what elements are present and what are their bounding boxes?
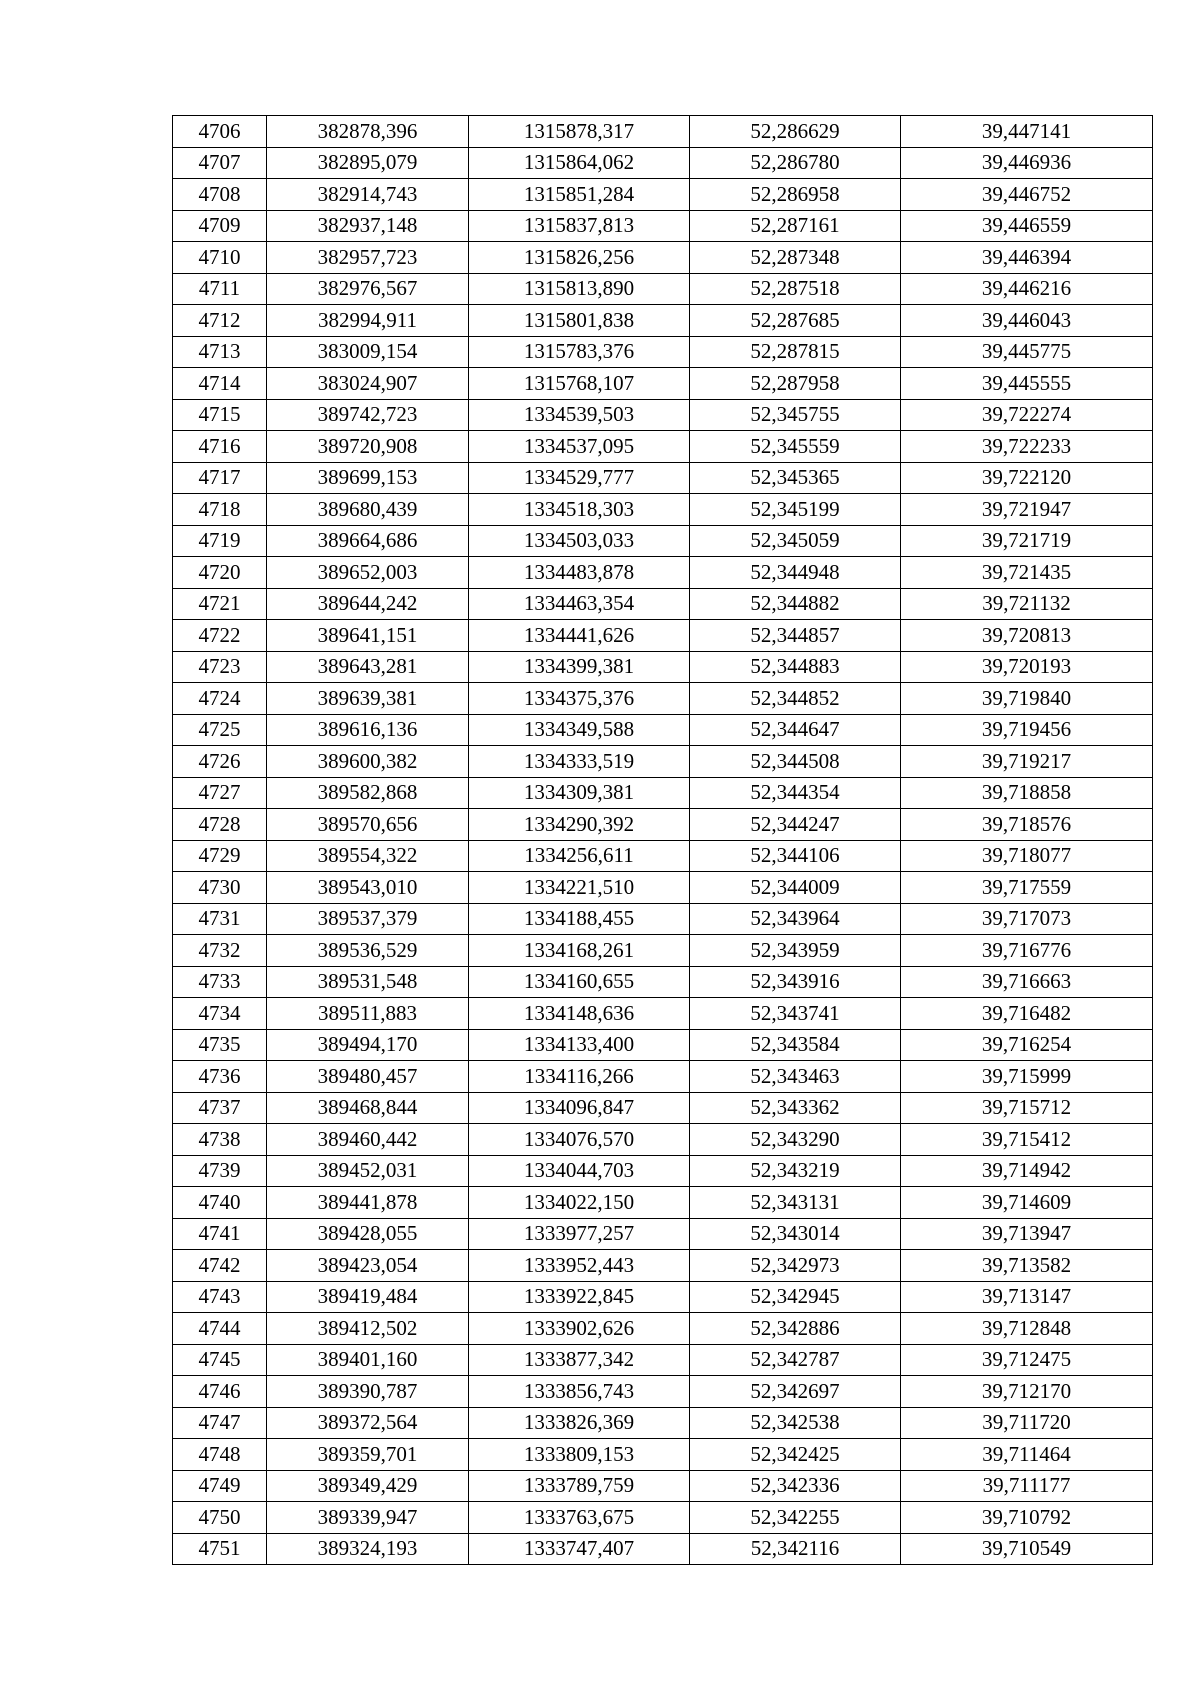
longitude-cell: 39,711720 bbox=[901, 1407, 1153, 1439]
longitude-cell: 39,716663 bbox=[901, 966, 1153, 998]
longitude-cell: 39,721132 bbox=[901, 588, 1153, 620]
longitude-cell: 39,714942 bbox=[901, 1155, 1153, 1187]
x-coordinate-cell: 389554,322 bbox=[267, 840, 469, 872]
y-coordinate-cell: 1315783,376 bbox=[469, 336, 690, 368]
table-row bbox=[173, 1470, 1153, 1502]
point-number-cell: 4726 bbox=[173, 746, 267, 778]
longitude-cell: 39,718858 bbox=[901, 777, 1153, 809]
point-number-cell: 4722 bbox=[173, 620, 267, 652]
table-row bbox=[173, 1250, 1153, 1282]
point-number-cell: 4750 bbox=[173, 1502, 267, 1534]
latitude-cell: 52,344247 bbox=[690, 809, 901, 841]
latitude-cell: 52,286780 bbox=[690, 147, 901, 179]
x-coordinate-cell: 389600,382 bbox=[267, 746, 469, 778]
x-coordinate-cell: 389452,031 bbox=[267, 1155, 469, 1187]
table-row bbox=[173, 525, 1153, 557]
y-coordinate-cell: 1315851,284 bbox=[469, 179, 690, 211]
longitude-cell: 39,447141 bbox=[901, 116, 1153, 148]
y-coordinate-cell: 1315813,890 bbox=[469, 273, 690, 305]
y-coordinate-cell: 1315864,062 bbox=[469, 147, 690, 179]
longitude-cell: 39,720193 bbox=[901, 651, 1153, 683]
table-row bbox=[173, 116, 1153, 148]
longitude-cell: 39,713947 bbox=[901, 1218, 1153, 1250]
table-row bbox=[173, 1155, 1153, 1187]
latitude-cell: 52,345059 bbox=[690, 525, 901, 557]
point-number-cell: 4749 bbox=[173, 1470, 267, 1502]
point-number-cell: 4729 bbox=[173, 840, 267, 872]
y-coordinate-cell: 1334160,655 bbox=[469, 966, 690, 998]
table-row bbox=[173, 840, 1153, 872]
table-row bbox=[173, 557, 1153, 589]
table-row bbox=[173, 1092, 1153, 1124]
point-number-cell: 4738 bbox=[173, 1124, 267, 1156]
table-row bbox=[173, 1124, 1153, 1156]
table-row bbox=[173, 1218, 1153, 1250]
point-number-cell: 4735 bbox=[173, 1029, 267, 1061]
table-row bbox=[173, 1187, 1153, 1219]
latitude-cell: 52,342116 bbox=[690, 1533, 901, 1565]
latitude-cell: 52,343219 bbox=[690, 1155, 901, 1187]
y-coordinate-cell: 1315801,838 bbox=[469, 305, 690, 337]
latitude-cell: 52,344508 bbox=[690, 746, 901, 778]
table-row bbox=[173, 935, 1153, 967]
x-coordinate-cell: 389372,564 bbox=[267, 1407, 469, 1439]
x-coordinate-cell: 383024,907 bbox=[267, 368, 469, 400]
longitude-cell: 39,446043 bbox=[901, 305, 1153, 337]
latitude-cell: 52,287161 bbox=[690, 210, 901, 242]
x-coordinate-cell: 382937,148 bbox=[267, 210, 469, 242]
x-coordinate-cell: 389359,701 bbox=[267, 1439, 469, 1471]
longitude-cell: 39,446936 bbox=[901, 147, 1153, 179]
table-row bbox=[173, 1407, 1153, 1439]
longitude-cell: 39,720813 bbox=[901, 620, 1153, 652]
y-coordinate-cell: 1333922,845 bbox=[469, 1281, 690, 1313]
longitude-cell: 39,446559 bbox=[901, 210, 1153, 242]
y-coordinate-cell: 1334349,588 bbox=[469, 714, 690, 746]
longitude-cell: 39,721947 bbox=[901, 494, 1153, 526]
x-coordinate-cell: 382895,079 bbox=[267, 147, 469, 179]
point-number-cell: 4741 bbox=[173, 1218, 267, 1250]
y-coordinate-cell: 1334539,503 bbox=[469, 399, 690, 431]
y-coordinate-cell: 1334483,878 bbox=[469, 557, 690, 589]
point-number-cell: 4742 bbox=[173, 1250, 267, 1282]
table-row bbox=[173, 1029, 1153, 1061]
point-number-cell: 4727 bbox=[173, 777, 267, 809]
latitude-cell: 52,345755 bbox=[690, 399, 901, 431]
table-row bbox=[173, 242, 1153, 274]
longitude-cell: 39,445775 bbox=[901, 336, 1153, 368]
point-number-cell: 4721 bbox=[173, 588, 267, 620]
x-coordinate-cell: 389644,242 bbox=[267, 588, 469, 620]
latitude-cell: 52,342886 bbox=[690, 1313, 901, 1345]
point-number-cell: 4720 bbox=[173, 557, 267, 589]
y-coordinate-cell: 1333809,153 bbox=[469, 1439, 690, 1471]
x-coordinate-cell: 382976,567 bbox=[267, 273, 469, 305]
latitude-cell: 52,343131 bbox=[690, 1187, 901, 1219]
point-number-cell: 4713 bbox=[173, 336, 267, 368]
x-coordinate-cell: 389441,878 bbox=[267, 1187, 469, 1219]
longitude-cell: 39,719217 bbox=[901, 746, 1153, 778]
latitude-cell: 52,343959 bbox=[690, 935, 901, 967]
x-coordinate-cell: 389468,844 bbox=[267, 1092, 469, 1124]
latitude-cell: 52,344009 bbox=[690, 872, 901, 904]
x-coordinate-cell: 389641,151 bbox=[267, 620, 469, 652]
y-coordinate-cell: 1315837,813 bbox=[469, 210, 690, 242]
x-coordinate-cell: 389531,548 bbox=[267, 966, 469, 998]
longitude-cell: 39,711464 bbox=[901, 1439, 1153, 1471]
latitude-cell: 52,343584 bbox=[690, 1029, 901, 1061]
point-number-cell: 4751 bbox=[173, 1533, 267, 1565]
point-number-cell: 4736 bbox=[173, 1061, 267, 1093]
point-number-cell: 4710 bbox=[173, 242, 267, 274]
y-coordinate-cell: 1334463,354 bbox=[469, 588, 690, 620]
latitude-cell: 52,345199 bbox=[690, 494, 901, 526]
longitude-cell: 39,712848 bbox=[901, 1313, 1153, 1345]
x-coordinate-cell: 382994,911 bbox=[267, 305, 469, 337]
table-row bbox=[173, 305, 1153, 337]
longitude-cell: 39,722274 bbox=[901, 399, 1153, 431]
longitude-cell: 39,712170 bbox=[901, 1376, 1153, 1408]
x-coordinate-cell: 382957,723 bbox=[267, 242, 469, 274]
latitude-cell: 52,287815 bbox=[690, 336, 901, 368]
table-row bbox=[173, 179, 1153, 211]
latitude-cell: 52,342538 bbox=[690, 1407, 901, 1439]
point-number-cell: 4711 bbox=[173, 273, 267, 305]
table-row bbox=[173, 399, 1153, 431]
y-coordinate-cell: 1334148,636 bbox=[469, 998, 690, 1030]
x-coordinate-cell: 389543,010 bbox=[267, 872, 469, 904]
y-coordinate-cell: 1333952,443 bbox=[469, 1250, 690, 1282]
latitude-cell: 52,287685 bbox=[690, 305, 901, 337]
table-row bbox=[173, 588, 1153, 620]
y-coordinate-cell: 1334399,381 bbox=[469, 651, 690, 683]
table-row bbox=[173, 714, 1153, 746]
x-coordinate-cell: 389412,502 bbox=[267, 1313, 469, 1345]
table-row bbox=[173, 777, 1153, 809]
y-coordinate-cell: 1334168,261 bbox=[469, 935, 690, 967]
longitude-cell: 39,445555 bbox=[901, 368, 1153, 400]
longitude-cell: 39,710549 bbox=[901, 1533, 1153, 1565]
latitude-cell: 52,344883 bbox=[690, 651, 901, 683]
y-coordinate-cell: 1315826,256 bbox=[469, 242, 690, 274]
point-number-cell: 4707 bbox=[173, 147, 267, 179]
table-row bbox=[173, 336, 1153, 368]
point-number-cell: 4731 bbox=[173, 903, 267, 935]
latitude-cell: 52,343290 bbox=[690, 1124, 901, 1156]
latitude-cell: 52,345559 bbox=[690, 431, 901, 463]
latitude-cell: 52,342336 bbox=[690, 1470, 901, 1502]
point-number-cell: 4728 bbox=[173, 809, 267, 841]
longitude-cell: 39,711177 bbox=[901, 1470, 1153, 1502]
table-row bbox=[173, 746, 1153, 778]
x-coordinate-cell: 389582,868 bbox=[267, 777, 469, 809]
table-row bbox=[173, 431, 1153, 463]
table-row bbox=[173, 966, 1153, 998]
longitude-cell: 39,715412 bbox=[901, 1124, 1153, 1156]
x-coordinate-cell: 389494,170 bbox=[267, 1029, 469, 1061]
longitude-cell: 39,716254 bbox=[901, 1029, 1153, 1061]
table-row bbox=[173, 1344, 1153, 1376]
table-row bbox=[173, 620, 1153, 652]
y-coordinate-cell: 1334537,095 bbox=[469, 431, 690, 463]
longitude-cell: 39,719840 bbox=[901, 683, 1153, 715]
y-coordinate-cell: 1334290,392 bbox=[469, 809, 690, 841]
longitude-cell: 39,719456 bbox=[901, 714, 1153, 746]
point-number-cell: 4730 bbox=[173, 872, 267, 904]
longitude-cell: 39,721719 bbox=[901, 525, 1153, 557]
longitude-cell: 39,722233 bbox=[901, 431, 1153, 463]
table-row bbox=[173, 651, 1153, 683]
coordinates-table bbox=[172, 115, 1153, 1565]
x-coordinate-cell: 382914,743 bbox=[267, 179, 469, 211]
table-row bbox=[173, 1502, 1153, 1534]
latitude-cell: 52,344852 bbox=[690, 683, 901, 715]
point-number-cell: 4744 bbox=[173, 1313, 267, 1345]
latitude-cell: 52,343362 bbox=[690, 1092, 901, 1124]
point-number-cell: 4724 bbox=[173, 683, 267, 715]
table-row bbox=[173, 210, 1153, 242]
longitude-cell: 39,717559 bbox=[901, 872, 1153, 904]
latitude-cell: 52,342255 bbox=[690, 1502, 901, 1534]
longitude-cell: 39,446216 bbox=[901, 273, 1153, 305]
point-number-cell: 4712 bbox=[173, 305, 267, 337]
latitude-cell: 52,344857 bbox=[690, 620, 901, 652]
point-number-cell: 4725 bbox=[173, 714, 267, 746]
latitude-cell: 52,342425 bbox=[690, 1439, 901, 1471]
point-number-cell: 4747 bbox=[173, 1407, 267, 1439]
x-coordinate-cell: 389664,686 bbox=[267, 525, 469, 557]
latitude-cell: 52,343964 bbox=[690, 903, 901, 935]
table-row bbox=[173, 1439, 1153, 1471]
y-coordinate-cell: 1334503,033 bbox=[469, 525, 690, 557]
x-coordinate-cell: 389480,457 bbox=[267, 1061, 469, 1093]
point-number-cell: 4739 bbox=[173, 1155, 267, 1187]
y-coordinate-cell: 1315768,107 bbox=[469, 368, 690, 400]
table-row bbox=[173, 683, 1153, 715]
point-number-cell: 4716 bbox=[173, 431, 267, 463]
y-coordinate-cell: 1334221,510 bbox=[469, 872, 690, 904]
table-row bbox=[173, 903, 1153, 935]
table-row bbox=[173, 494, 1153, 526]
latitude-cell: 52,344106 bbox=[690, 840, 901, 872]
x-coordinate-cell: 389419,484 bbox=[267, 1281, 469, 1313]
table-row bbox=[173, 809, 1153, 841]
table-row bbox=[173, 368, 1153, 400]
y-coordinate-cell: 1334441,626 bbox=[469, 620, 690, 652]
latitude-cell: 52,343916 bbox=[690, 966, 901, 998]
y-coordinate-cell: 1333856,743 bbox=[469, 1376, 690, 1408]
latitude-cell: 52,344354 bbox=[690, 777, 901, 809]
longitude-cell: 39,716776 bbox=[901, 935, 1153, 967]
y-coordinate-cell: 1334333,519 bbox=[469, 746, 690, 778]
x-coordinate-cell: 389570,656 bbox=[267, 809, 469, 841]
latitude-cell: 52,343014 bbox=[690, 1218, 901, 1250]
latitude-cell: 52,344882 bbox=[690, 588, 901, 620]
y-coordinate-cell: 1334022,150 bbox=[469, 1187, 690, 1219]
longitude-cell: 39,716482 bbox=[901, 998, 1153, 1030]
point-number-cell: 4708 bbox=[173, 179, 267, 211]
table-row bbox=[173, 1376, 1153, 1408]
y-coordinate-cell: 1334375,376 bbox=[469, 683, 690, 715]
x-coordinate-cell: 389537,379 bbox=[267, 903, 469, 935]
longitude-cell: 39,722120 bbox=[901, 462, 1153, 494]
x-coordinate-cell: 389401,160 bbox=[267, 1344, 469, 1376]
table-row bbox=[173, 147, 1153, 179]
longitude-cell: 39,713147 bbox=[901, 1281, 1153, 1313]
x-coordinate-cell: 382878,396 bbox=[267, 116, 469, 148]
y-coordinate-cell: 1334529,777 bbox=[469, 462, 690, 494]
latitude-cell: 52,287518 bbox=[690, 273, 901, 305]
longitude-cell: 39,446752 bbox=[901, 179, 1153, 211]
y-coordinate-cell: 1333877,342 bbox=[469, 1344, 690, 1376]
y-coordinate-cell: 1334116,266 bbox=[469, 1061, 690, 1093]
x-coordinate-cell: 389639,381 bbox=[267, 683, 469, 715]
y-coordinate-cell: 1334044,703 bbox=[469, 1155, 690, 1187]
x-coordinate-cell: 389536,529 bbox=[267, 935, 469, 967]
latitude-cell: 52,343463 bbox=[690, 1061, 901, 1093]
y-coordinate-cell: 1333763,675 bbox=[469, 1502, 690, 1534]
longitude-cell: 39,714609 bbox=[901, 1187, 1153, 1219]
x-coordinate-cell: 389339,947 bbox=[267, 1502, 469, 1534]
latitude-cell: 52,344948 bbox=[690, 557, 901, 589]
y-coordinate-cell: 1334256,611 bbox=[469, 840, 690, 872]
point-number-cell: 4723 bbox=[173, 651, 267, 683]
table-row bbox=[173, 1281, 1153, 1313]
longitude-cell: 39,721435 bbox=[901, 557, 1153, 589]
point-number-cell: 4748 bbox=[173, 1439, 267, 1471]
y-coordinate-cell: 1334518,303 bbox=[469, 494, 690, 526]
point-number-cell: 4714 bbox=[173, 368, 267, 400]
y-coordinate-cell: 1334096,847 bbox=[469, 1092, 690, 1124]
longitude-cell: 39,713582 bbox=[901, 1250, 1153, 1282]
latitude-cell: 52,342787 bbox=[690, 1344, 901, 1376]
y-coordinate-cell: 1334133,400 bbox=[469, 1029, 690, 1061]
latitude-cell: 52,344647 bbox=[690, 714, 901, 746]
x-coordinate-cell: 389349,429 bbox=[267, 1470, 469, 1502]
x-coordinate-cell: 389390,787 bbox=[267, 1376, 469, 1408]
x-coordinate-cell: 389324,193 bbox=[267, 1533, 469, 1565]
x-coordinate-cell: 389720,908 bbox=[267, 431, 469, 463]
longitude-cell: 39,446394 bbox=[901, 242, 1153, 274]
x-coordinate-cell: 389460,442 bbox=[267, 1124, 469, 1156]
x-coordinate-cell: 389428,055 bbox=[267, 1218, 469, 1250]
longitude-cell: 39,712475 bbox=[901, 1344, 1153, 1376]
point-number-cell: 4709 bbox=[173, 210, 267, 242]
latitude-cell: 52,343741 bbox=[690, 998, 901, 1030]
point-number-cell: 4718 bbox=[173, 494, 267, 526]
x-coordinate-cell: 389643,281 bbox=[267, 651, 469, 683]
table-row bbox=[173, 998, 1153, 1030]
x-coordinate-cell: 389680,439 bbox=[267, 494, 469, 526]
latitude-cell: 52,342697 bbox=[690, 1376, 901, 1408]
point-number-cell: 4743 bbox=[173, 1281, 267, 1313]
latitude-cell: 52,345365 bbox=[690, 462, 901, 494]
y-coordinate-cell: 1333747,407 bbox=[469, 1533, 690, 1565]
point-number-cell: 4733 bbox=[173, 966, 267, 998]
table-row bbox=[173, 1533, 1153, 1565]
x-coordinate-cell: 389616,136 bbox=[267, 714, 469, 746]
latitude-cell: 52,342945 bbox=[690, 1281, 901, 1313]
y-coordinate-cell: 1315878,317 bbox=[469, 116, 690, 148]
latitude-cell: 52,287958 bbox=[690, 368, 901, 400]
y-coordinate-cell: 1333902,626 bbox=[469, 1313, 690, 1345]
table-row bbox=[173, 273, 1153, 305]
table-row bbox=[173, 1061, 1153, 1093]
latitude-cell: 52,287348 bbox=[690, 242, 901, 274]
point-number-cell: 4745 bbox=[173, 1344, 267, 1376]
y-coordinate-cell: 1334188,455 bbox=[469, 903, 690, 935]
y-coordinate-cell: 1333789,759 bbox=[469, 1470, 690, 1502]
y-coordinate-cell: 1334076,570 bbox=[469, 1124, 690, 1156]
point-number-cell: 4715 bbox=[173, 399, 267, 431]
y-coordinate-cell: 1333826,369 bbox=[469, 1407, 690, 1439]
longitude-cell: 39,717073 bbox=[901, 903, 1153, 935]
latitude-cell: 52,286958 bbox=[690, 179, 901, 211]
longitude-cell: 39,710792 bbox=[901, 1502, 1153, 1534]
latitude-cell: 52,286629 bbox=[690, 116, 901, 148]
table-row bbox=[173, 872, 1153, 904]
x-coordinate-cell: 383009,154 bbox=[267, 336, 469, 368]
latitude-cell: 52,342973 bbox=[690, 1250, 901, 1282]
point-number-cell: 4717 bbox=[173, 462, 267, 494]
point-number-cell: 4737 bbox=[173, 1092, 267, 1124]
y-coordinate-cell: 1333977,257 bbox=[469, 1218, 690, 1250]
x-coordinate-cell: 389511,883 bbox=[267, 998, 469, 1030]
point-number-cell: 4732 bbox=[173, 935, 267, 967]
x-coordinate-cell: 389699,153 bbox=[267, 462, 469, 494]
x-coordinate-cell: 389652,003 bbox=[267, 557, 469, 589]
x-coordinate-cell: 389742,723 bbox=[267, 399, 469, 431]
coordinates-table-body bbox=[173, 116, 1153, 1565]
longitude-cell: 39,718576 bbox=[901, 809, 1153, 841]
longitude-cell: 39,718077 bbox=[901, 840, 1153, 872]
table-row bbox=[173, 462, 1153, 494]
point-number-cell: 4740 bbox=[173, 1187, 267, 1219]
longitude-cell: 39,715999 bbox=[901, 1061, 1153, 1093]
point-number-cell: 4706 bbox=[173, 116, 267, 148]
table-row bbox=[173, 1313, 1153, 1345]
x-coordinate-cell: 389423,054 bbox=[267, 1250, 469, 1282]
y-coordinate-cell: 1334309,381 bbox=[469, 777, 690, 809]
point-number-cell: 4746 bbox=[173, 1376, 267, 1408]
point-number-cell: 4734 bbox=[173, 998, 267, 1030]
longitude-cell: 39,715712 bbox=[901, 1092, 1153, 1124]
point-number-cell: 4719 bbox=[173, 525, 267, 557]
